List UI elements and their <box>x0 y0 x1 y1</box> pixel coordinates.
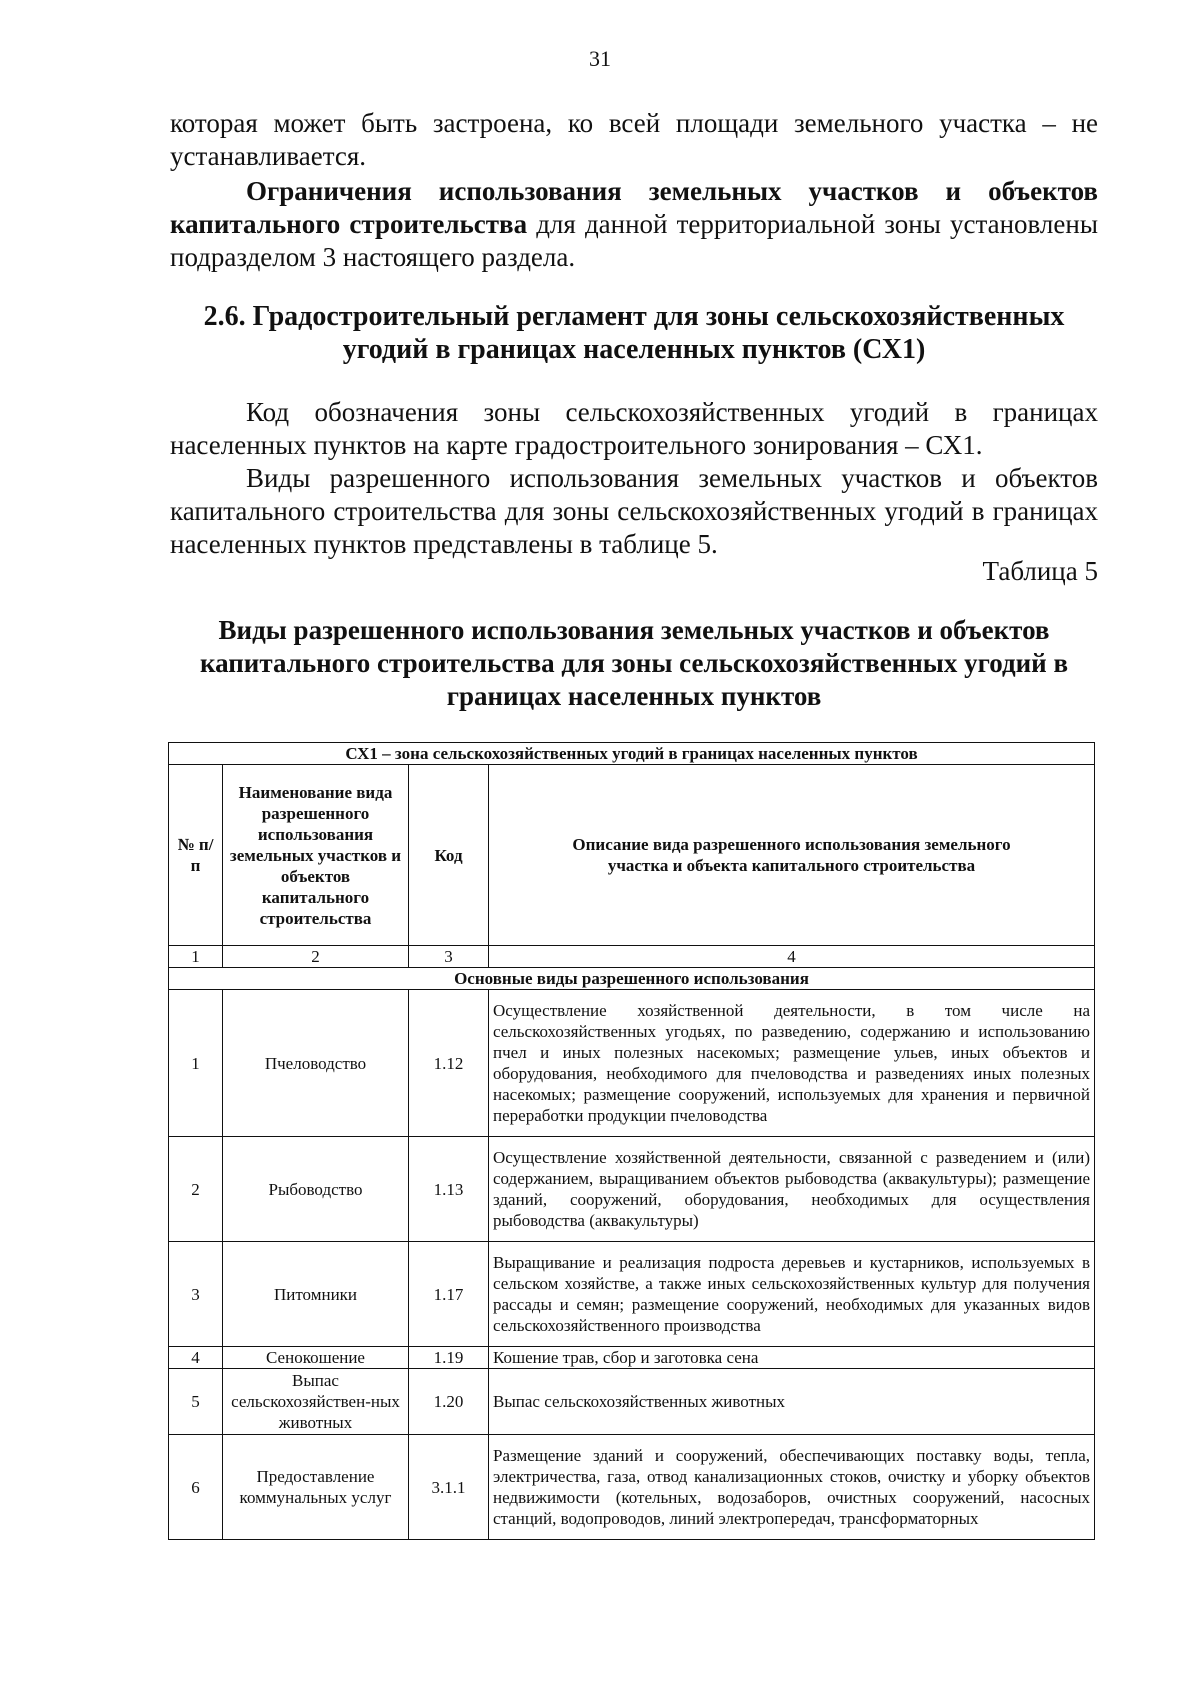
col-index-3: 3 <box>409 946 489 968</box>
section-title <box>170 300 1098 366</box>
page-number: 31 <box>589 46 611 71</box>
col-index-2: 2 <box>223 946 409 968</box>
table-row <box>169 1347 1095 1369</box>
row-num: 6 <box>169 1435 223 1540</box>
row-code: 1.20 <box>409 1369 489 1435</box>
table-row <box>169 990 1095 1137</box>
row-num: 5 <box>169 1369 223 1435</box>
row-desc: Кошение трав, сбор и заготовка сена <box>489 1347 1095 1369</box>
paragraph-restrictions <box>170 175 1098 274</box>
table-row <box>169 1435 1095 1540</box>
row-code: 1.19 <box>409 1347 489 1369</box>
row-name: Рыбоводство <box>223 1137 409 1242</box>
row-name: Пчеловодство <box>223 990 409 1137</box>
row-name: Предоставление коммунальных услуг <box>223 1435 409 1540</box>
section-title-line-1: 2.6. Градостроительный регламент для зоны сельскохозяйственных <box>203 301 1065 332</box>
row-desc: Осуществление хозяйственной деятельности, в том числе на сельскохозяйственных угодьях, по разведению, содержанию и использованию пчел и иных полезных насекомых; размещение ульев, иных объектов и оборудования, необходимого для пчеловодства и разведениях иных полезных насекомых; размещение сооружений, используемых для хранения и первичной переработки продукции пчеловодства <box>489 990 1095 1137</box>
row-code: 1.13 <box>409 1137 489 1242</box>
row-code: 3.1.1 <box>409 1435 489 1540</box>
group-header-row <box>169 968 1095 990</box>
table-title-line-1: Виды разрешенного использования земельных участков и объектов <box>218 615 1050 645</box>
col-header-num: № п/п <box>169 765 223 946</box>
table-title <box>170 614 1098 713</box>
row-num: 2 <box>169 1137 223 1242</box>
row-num: 4 <box>169 1347 223 1369</box>
row-desc: Выращивание и реализация подроста деревьев и кустарников, используемых в сельском хозяйстве, а также иных сельскохозяйственных культур для получения рассады и семян; размещение сооружений, необходимых для указанных видов сельскохозяйственного производства <box>489 1242 1095 1347</box>
zone-header: СХ1 – зона сельскохозяйственных угодий в границах населенных пунктов <box>169 743 1095 765</box>
row-num: 1 <box>169 990 223 1137</box>
row-desc: Выпас сельскохозяйственных животных <box>489 1369 1095 1435</box>
paragraph-usage-types: Виды разрешенного использования земельных участков и объектов капитального строительства для зоны сельскохозяйственных угодий в границах населенных пунктов представлены в таблице 5. <box>170 463 1098 559</box>
row-name: Сенокошение <box>223 1347 409 1369</box>
row-name: Выпас сельскохозяйствен-ных животных <box>223 1369 409 1435</box>
paragraph-continuation: которая может быть застроена, ко всей площади земельного участка – не устанавливается. <box>170 108 1098 171</box>
row-code: 1.12 <box>409 990 489 1137</box>
table-number: Таблица 5 <box>982 556 1098 586</box>
zone-header-row <box>169 743 1095 765</box>
table-row <box>169 1137 1095 1242</box>
paragraph-zone-code: Код обозначения зоны сельскохозяйственных угодий в границах населенных пунктов на карте градостроительного зонирования – СХ1. <box>170 397 1098 460</box>
column-index-row <box>169 946 1095 968</box>
col-index-4: 4 <box>489 946 1095 968</box>
permitted-uses-table <box>168 742 1095 1540</box>
restrictions-rest-text: для данной территориальной зоны установлены подразделом 3 настоящего раздела. <box>170 209 1098 272</box>
col-header-desc: Описание вида разрешенного использования земельного участка и объекта капитального строительства <box>489 765 1095 946</box>
section-title-line-2: угодий в границах населенных пунктов (СХ1) <box>342 334 926 365</box>
column-header-row <box>169 765 1095 946</box>
restrictions-bold-text: Ограничения использования земельных участков и объектов капитального строительства <box>170 176 1098 239</box>
table-row <box>169 1369 1095 1435</box>
group-title: Основные виды разрешенного использования <box>169 968 1095 990</box>
row-desc: Осуществление хозяйственной деятельности, связанной с разведением и (или) содержанием, выращиванием объектов рыбоводства (аквакультуры); размещение зданий, сооружений, оборудования, необходимых для осуществления рыбоводства (аквакультуры) <box>489 1137 1095 1242</box>
table-row <box>169 1242 1095 1347</box>
col-header-name: Наименование вида разрешенного использования земельных участков и объектов капитального строительства <box>223 765 409 946</box>
col-index-1: 1 <box>169 946 223 968</box>
row-name: Питомники <box>223 1242 409 1347</box>
row-desc: Размещение зданий и сооружений, обеспечивающих поставку воды, тепла, электричества, газа, отвод канализационных стоков, очистку и уборку объектов недвижимости (котельных, водозаборов, очистных сооружений, насосных станций, водопроводов, линий электропередач, трансформаторных <box>489 1435 1095 1540</box>
row-code: 1.17 <box>409 1242 489 1347</box>
table-title-line-3: границах населенных пунктов <box>446 681 822 711</box>
row-num: 3 <box>169 1242 223 1347</box>
col-header-code: Код <box>409 765 489 946</box>
table-title-line-2: капитального строительства для зоны сельскохозяйственных угодий в <box>199 648 1069 678</box>
